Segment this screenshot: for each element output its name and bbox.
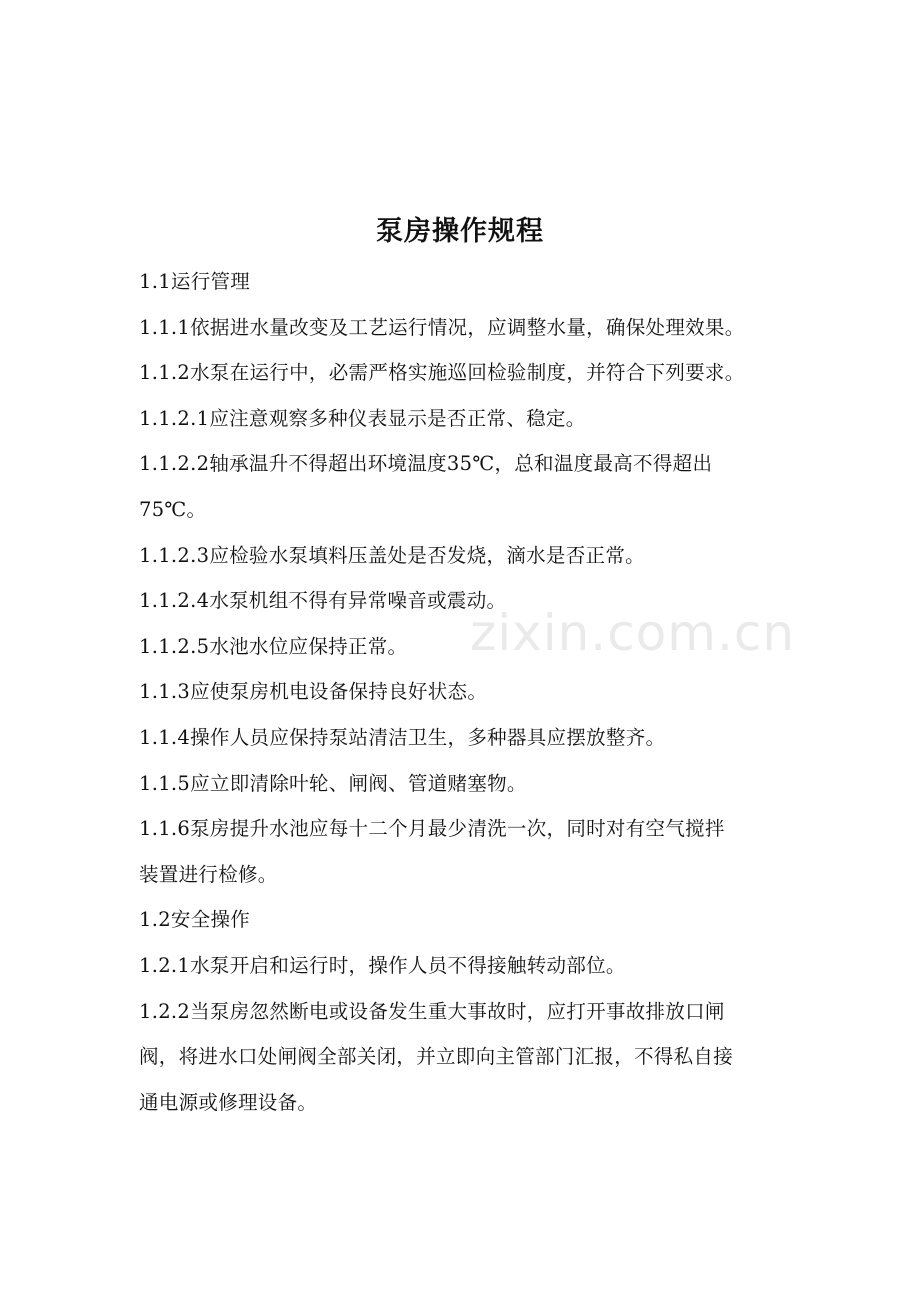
paragraph-1-1-6: 1.1.6泵房提升水池应每十二个月最少清洗一次，同时对有空气搅拌 (139, 817, 725, 841)
paragraph-1-1-2: 1.1.2水泵在运行中，必需严格实施巡回检验制度，并符合下列要求。 (139, 361, 745, 385)
paragraph-1-2-1: 1.2.1水泵开启和运行时，操作人员不得接触转动部位。 (139, 953, 626, 977)
paragraph-1-1-1: 1.1.1依据进水量改变及工艺运行情况，应调整水量，确保处理效果。 (139, 315, 745, 339)
paragraph-1-1-3: 1.1.3应使泵房机电设备保持良好状态。 (139, 680, 488, 704)
section-heading-1-2: 1.2安全操作 (139, 908, 251, 932)
paragraph-1-1-2-1: 1.1.2.1应注意观察多种仪表显示是否正常、稳定。 (139, 406, 586, 430)
paragraph-1-1-6-cont: 装置进行检修。 (139, 862, 278, 886)
paragraph-1-2-2-cont-2: 通电源或修理设备。 (139, 1090, 318, 1114)
paragraph-1-1-2-2: 1.1.2.2轴承温升不得超出环境温度35℃，总和温度最高不得超出 (139, 452, 713, 476)
watermark-text: zixin.com.cn (470, 604, 796, 662)
section-heading-1-1: 1.1运行管理 (139, 270, 251, 293)
document-title: 泵房操作规程 (376, 216, 544, 247)
paragraph-1-1-2-3: 1.1.2.3应检验水泵填料压盖处是否发烧，滴水是否正常。 (139, 543, 645, 567)
paragraph-1-1-2-5: 1.1.2.5水池水位应保持正常。 (139, 634, 408, 658)
paragraph-1-1-2-4: 1.1.2.4水泵机组不得有异常噪音或震动。 (139, 589, 507, 613)
paragraph-1-2-2: 1.2.2当泵房忽然断电或设备发生重大事故时，应打开事故排放口闸 (139, 999, 725, 1023)
paragraph-1-1-5: 1.1.5应立即清除叶轮、闸阀、管道赌塞物。 (139, 771, 527, 795)
paragraph-1-1-4: 1.1.4操作人员应保持泵站清洁卫生，多种器具应摆放整齐。 (139, 725, 666, 749)
document-body (139, 262, 789, 1128)
paragraph-1-1-2-2-cont: 75℃。 (139, 497, 207, 521)
paragraph-1-2-2-cont-1: 阀，将进水口处闸阀全部关闭，并立即向主管部门汇报，不得私自接 (139, 1045, 734, 1069)
